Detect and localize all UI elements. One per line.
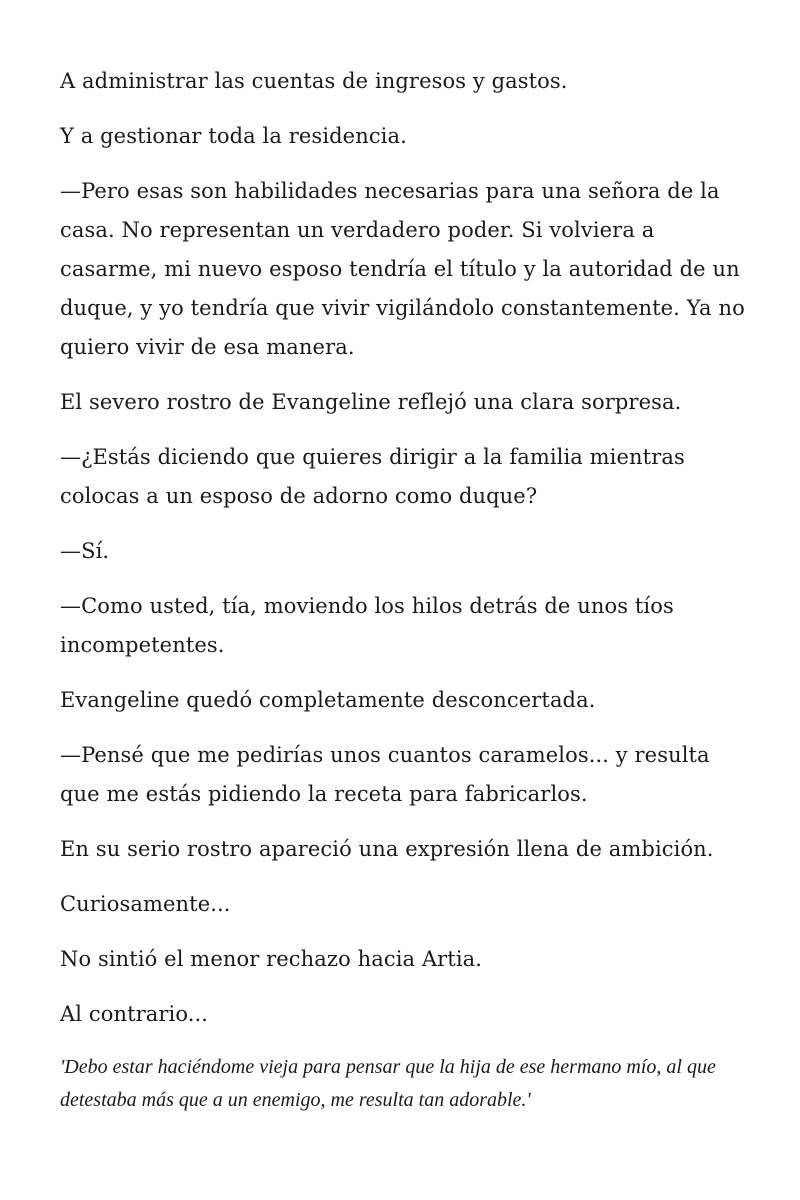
paragraph: No sintió el menor rechazo hacia Artia.	[60, 947, 483, 971]
paragraph: Y a gestionar toda la residencia.	[60, 124, 407, 148]
reading-page	[60, 62, 750, 1117]
paragraph: Evangeline quedó completamente desconcertada.	[60, 688, 596, 712]
inner-thought-paragraph: 'Debo estar haciéndome vieja para pensar que la hija de ese hermano mío, al que detestaba más que a un enemigo, me resulta tan adorable.'	[60, 1056, 716, 1111]
paragraph: En su serio rostro apareció una expresión llena de ambición.	[60, 837, 714, 861]
paragraph: —¿Estás diciendo que quieres dirigir a la familia mientras colocas a un esposo de adorno como duque?	[60, 445, 685, 508]
paragraph: —Pero esas son habilidades necesarias para una señora de la casa. No representan un verdadero poder. Si volviera a casarme, mi nuevo esposo tendría el título y la autoridad de un duque, y yo tendría que vivir vigilándolo constantemente. Ya no quiero vivir de esa manera.	[60, 179, 745, 359]
paragraph: —Sí.	[60, 539, 110, 563]
paragraph: —Como usted, tía, moviendo los hilos detrás de unos tíos incompetentes.	[60, 594, 674, 657]
paragraph: Curiosamente...	[60, 892, 231, 916]
paragraph: —Pensé que me pedirías unos cuantos caramelos... y resulta que me estás pidiendo la receta para fabricarlos.	[60, 743, 710, 806]
paragraph: A administrar las cuentas de ingresos y gastos.	[60, 69, 568, 93]
paragraph: Al contrario...	[60, 1002, 209, 1026]
paragraph: El severo rostro de Evangeline reflejó una clara sorpresa.	[60, 390, 682, 414]
